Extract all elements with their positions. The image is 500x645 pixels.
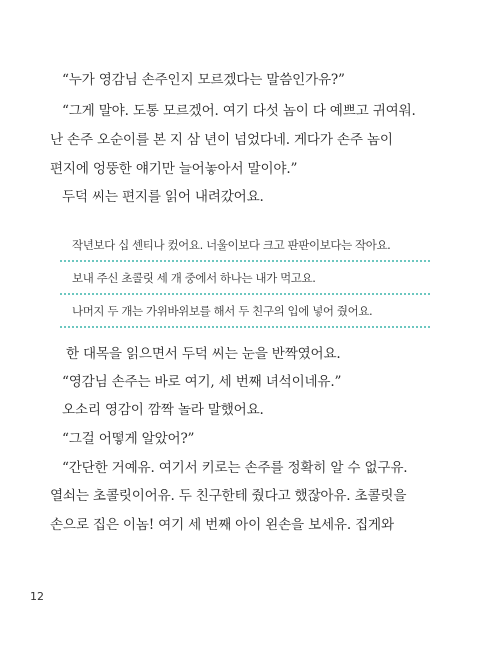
letter-line: 작년보다 십 센티나 컸어요. 너울이보다 크고 판판이보다는 작아요. bbox=[60, 233, 430, 262]
body-text-line: 난 손주 오순이를 본 지 삼 년이 넘었다네. 게다가 손주 놈이 bbox=[50, 132, 393, 148]
letter-line: 보내 주신 초콜릿 세 개 중에서 하나는 내가 먹고요. bbox=[60, 266, 430, 295]
body-text-line: 손으로 집은 이놈! 여기 세 번째 아이 왼손을 보세유. 집게와 bbox=[50, 517, 394, 533]
body-text-line: 편지에 엉뚱한 얘기만 늘어놓아서 말이야.” bbox=[50, 161, 298, 177]
letter-line: 나머지 두 개는 가위바위보를 해서 두 친구의 입에 넣어 줬어요. bbox=[60, 299, 430, 328]
dialogue-line: “그걸 어떻게 알았어?” bbox=[62, 431, 195, 447]
page-number: 12 bbox=[30, 590, 44, 603]
dialogue-line: “그게 말야. 도통 모르겠어. 여기 다섯 놈이 다 예쁘고 귀여워. bbox=[62, 103, 416, 119]
body-text-line: 한 대목을 읽으면서 두덕 씨는 눈을 반짝였어요. bbox=[66, 346, 341, 362]
body-text-line: 두덕 씨는 편지를 읽어 내려갔어요. bbox=[62, 189, 264, 205]
dialogue-line: “영감님 손주는 바로 여기, 세 번째 녀석이네유.” bbox=[62, 374, 342, 390]
body-text-line: 오소리 영감이 깜짝 놀라 말했어요. bbox=[62, 402, 264, 418]
body-text-line: 열쇠는 초콜릿이어유. 두 친구한테 줬다고 했잖아유. 초콜릿을 bbox=[50, 488, 407, 504]
dialogue-line: “간단한 거예유. 여기서 키로는 손주를 정확히 알 수 없구유. bbox=[62, 460, 408, 476]
dialogue-line: “누가 영감님 손주인지 모르겠다는 말씀인가유?” bbox=[62, 72, 345, 88]
letter-excerpt bbox=[60, 233, 430, 332]
